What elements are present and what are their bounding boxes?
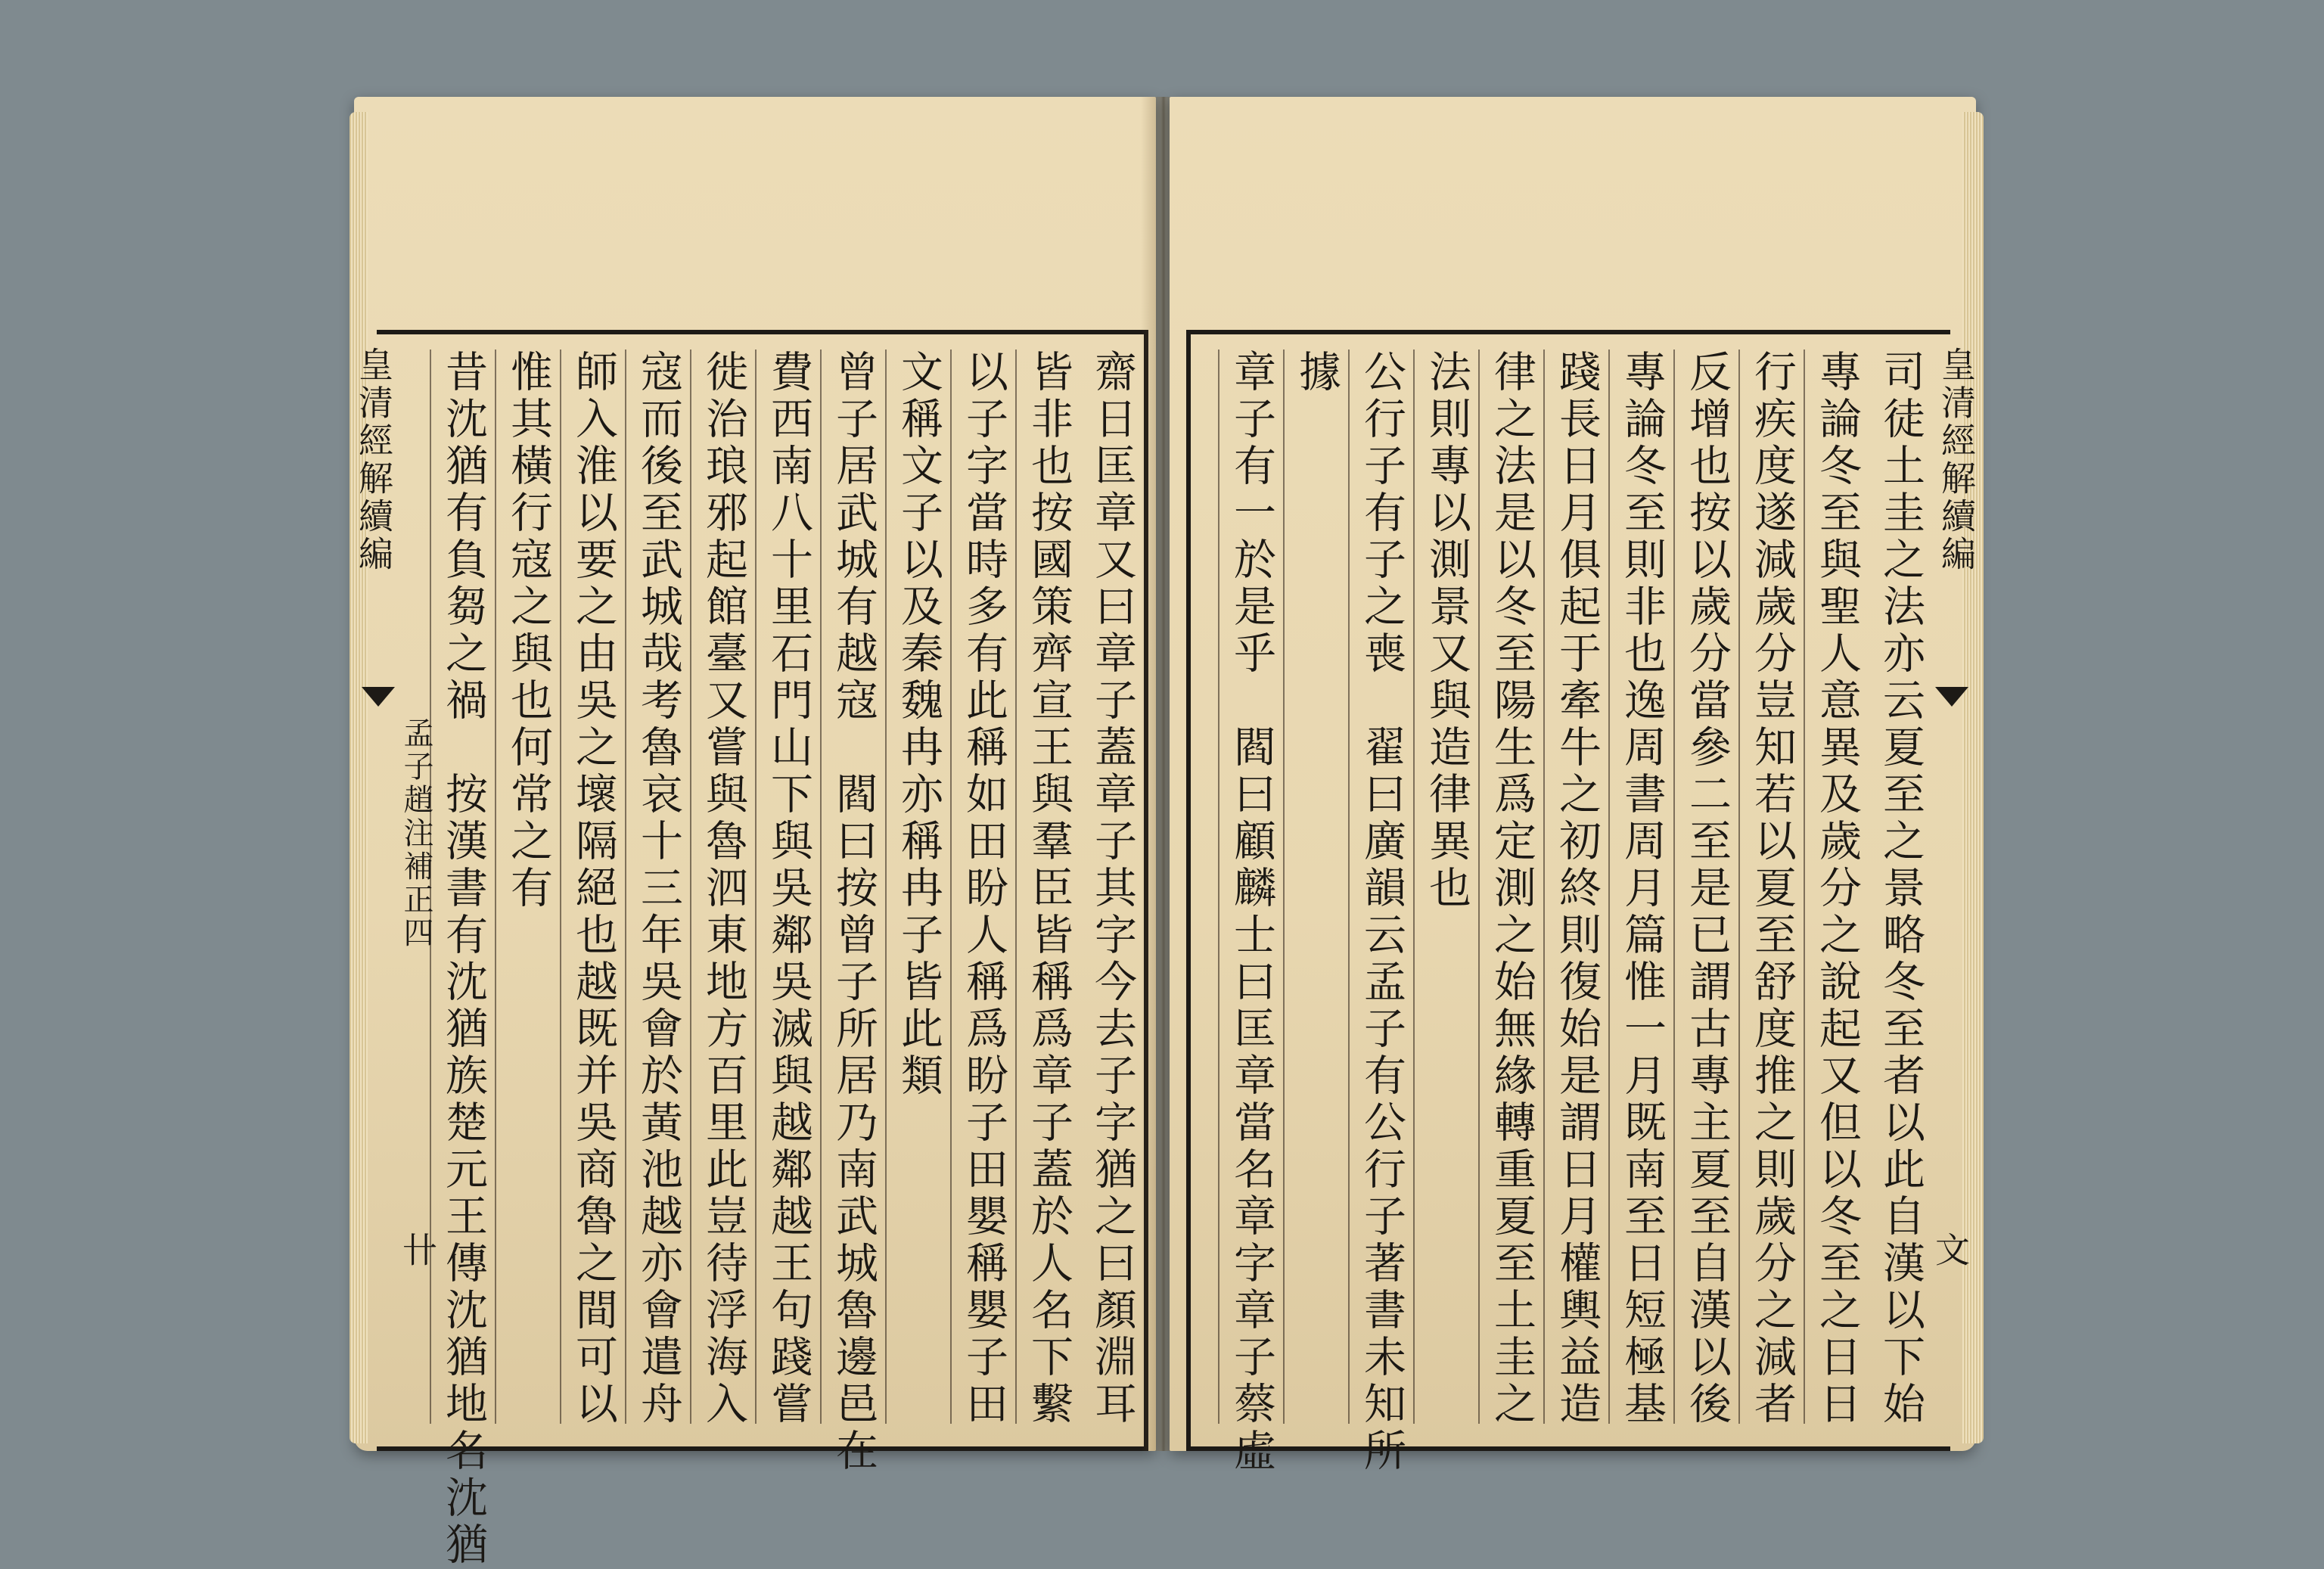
text-column: 以子字當時多有此稱如田盼人稱爲盼子田嬰稱嬰子田 — [950, 350, 1015, 1424]
fish-tail-mark — [1935, 687, 1968, 707]
text-column: 曾子居武城有越寇 閻曰按曾子所居乃南武城魯邊邑在 — [820, 350, 885, 1424]
left-folio-number: 卄 — [397, 1232, 438, 1269]
text-column: 法則專以測景又與造律異也 — [1413, 350, 1478, 1424]
text-column: 律之法是以冬至陽生爲定測之始無緣轉重夏至土圭之 — [1478, 350, 1543, 1424]
text-column: 惟其橫行寇之與也何常之有 — [495, 350, 560, 1424]
text-column: 昔沈猶有負芻之禍 按漢書有沈猶族楚元王傳沈猶地名沈猶 — [430, 350, 495, 1424]
open-book — [353, 97, 1977, 1569]
text-column: 司徒土圭之法亦云夏至之景略冬至者以此自漢以下始 — [1876, 350, 1925, 1428]
text-column: 章子有一於是乎 閻曰顧麟士曰匡章當名章字章子蔡虛 — [1218, 350, 1283, 1424]
left-page — [353, 97, 1156, 1569]
text-column: 專論冬至與聖人意異及歲分之說起又但以冬至之日日 — [1804, 350, 1869, 1424]
text-column: 公行子有子之喪 翟曰廣韻云孟子有公行子著書未知所 — [1348, 350, 1413, 1424]
text-column: 師入淮以要之由吳之壞隔絕也越既并吳商魯之間可以 — [560, 350, 625, 1424]
right-columns — [1191, 350, 1932, 1475]
text-column: 費西南八十里石門山下與吳鄰吳滅與越鄰越王句踐嘗 — [755, 350, 820, 1424]
text-column: 專論冬至則非也逸周書周月篇惟一月既南至日短極基 — [1608, 350, 1673, 1424]
right-page — [1170, 97, 1977, 1475]
fish-tail-mark — [362, 687, 395, 707]
right-folio-number: 文 — [1930, 1232, 1971, 1269]
right-banxin-title: 皇清經解續編 — [1936, 346, 1977, 573]
left-columns — [392, 350, 1144, 1569]
left-banxin-subtitle: 孟子趙注補正四 — [399, 717, 433, 950]
text-column: 行疾度遂減歲分豈知若以夏至舒度推之則歲分之減者 — [1738, 350, 1804, 1424]
text-column: 皆非也按國策齊宣王與羣臣皆稱爲章子蓋於人名下繫 — [1015, 350, 1080, 1424]
left-banxin-title: 皇清經解續編 — [353, 346, 394, 573]
right-text-frame — [1186, 330, 1950, 1475]
text-column: 齋日匡章又曰章子蓋章子其字今去子字猶之曰顏淵耳 — [1088, 350, 1137, 1428]
text-column: 踐長日月俱起于牽牛之初終則復始是謂日月權輿益造 — [1543, 350, 1608, 1424]
left-page-edges — [350, 112, 368, 1443]
text-column: 文稱文子以及秦魏冉亦稱冉子皆此類 — [885, 350, 950, 1424]
text-column: 寇而後至武城哉考魯哀十三年吳會於黃池越亦會遣舟 — [625, 350, 690, 1424]
left-text-frame — [377, 330, 1148, 1569]
text-column: 反增也按以歲分當參二至是已謂古專主夏至自漢以後 — [1673, 350, 1738, 1424]
text-column: 徙治琅邪起館臺又嘗與魯泗東地方百里此豈待浮海入 — [690, 350, 755, 1424]
text-column: 據 — [1283, 350, 1348, 1424]
